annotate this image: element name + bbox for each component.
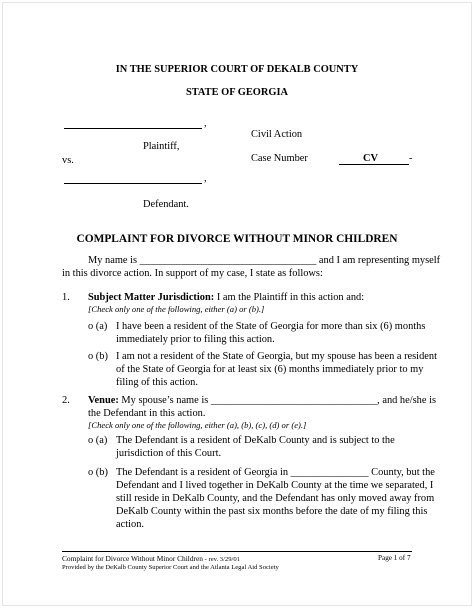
footer-revision: - rev. 3/29/01	[204, 556, 240, 563]
section-1-instruction: [Check only one of the following, either (a) or (b).]	[88, 304, 265, 314]
section-1-option-b-line-2: of the State of Georgia for at least six (6) months immediately prior to my	[116, 364, 424, 375]
section-2-text: My spouse’s name is	[121, 395, 209, 406]
court-heading: IN THE SUPERIOR COURT OF DEKALB COUNTY	[115, 64, 359, 75]
section-2-option-b-line-5: action.	[116, 519, 144, 530]
section-1-option-a-line-1: I have been a resident of the State of Georgia for more than six (6) months	[116, 321, 426, 332]
section-1-option-a-checkbox[interactable]: o (a)	[88, 321, 108, 332]
footer-title-line	[62, 554, 240, 564]
section-1-text: I am the Plaintiff in this action and:	[216, 292, 365, 303]
footer-provided-by: Provided by the DeKalb County Superior Court and the Atlanta Legal Aid Society	[62, 564, 279, 571]
section-2-option-a-line-2: jurisdiction of this Court.	[116, 448, 222, 459]
spouse-name-blank: ________________________________	[210, 395, 378, 406]
footer-page-number: Page 1 of 7	[378, 554, 411, 562]
intro-line-1	[88, 254, 440, 267]
section-2-line-2: the Defendant in this action.	[88, 408, 206, 419]
intro-representing-text: and I am representing myself	[318, 255, 441, 266]
caption-comma-2: ,	[204, 173, 207, 184]
section-1-option-b-line-3: filing of this action.	[116, 377, 198, 388]
section-1-number: 1.	[62, 292, 70, 303]
case-number-dash: -	[409, 153, 413, 164]
defendant-name-line	[64, 183, 202, 184]
case-number-value: CV	[363, 153, 379, 164]
caption-comma-1: ,	[204, 118, 207, 129]
section-2-text-end: , and he/she is	[377, 395, 437, 406]
section-1-heading: Subject Matter Jurisdiction:	[88, 292, 215, 303]
section-2-option-a-line-1: The Defendant is a resident of DeKalb County and is subject to the	[116, 435, 395, 446]
state-heading: STATE OF GEORGIA	[186, 87, 288, 98]
section-1-option-a-line-2: immediately prior to filing this action.	[116, 334, 275, 345]
section-2-option-b-line-3: still reside in DeKalb County, and the Defendant has only moved away from	[116, 493, 435, 504]
civil-action-label: Civil Action	[251, 129, 303, 140]
plaintiff-name-line	[64, 128, 202, 129]
footer-title: Complaint for Divorce Without Minor Children	[62, 554, 203, 563]
document-title: COMPLAINT FOR DIVORCE WITHOUT MINOR CHILDREN	[76, 233, 398, 245]
plaintiff-label: Plaintiff,	[143, 141, 180, 152]
footer-divider	[62, 551, 412, 552]
section-2-instruction: [Check only one of the following, either (a), (b), (c), (d) or (e).]	[88, 420, 307, 430]
section-2-option-b-checkbox[interactable]: o (b)	[88, 467, 108, 478]
intro-line-2: in this divorce action. In support of my case, I state as follows:	[62, 268, 323, 279]
section-1-option-b-line-1: I am not a resident of the State of Georgia, but my spouse has been a resident	[116, 351, 437, 362]
section-2-option-b-line-4: DeKalb County within the past six months before the date of my filing this	[116, 506, 428, 517]
case-number-label: Case Number	[251, 153, 308, 164]
defendant-label: Defendant.	[143, 199, 189, 210]
versus-label: vs.	[62, 155, 74, 166]
section-2-heading-line	[88, 394, 436, 407]
plaintiff-name-blank: __________________________________	[139, 255, 317, 266]
section-2-option-b-line-1: The Defendant is a resident of Georgia in _______________ County, but the	[116, 467, 435, 478]
section-2-option-a-checkbox[interactable]: o (a)	[88, 435, 108, 446]
section-1-heading-line	[88, 291, 364, 304]
section-2-heading: Venue:	[88, 395, 119, 406]
intro-name-label: My name is	[88, 255, 138, 266]
section-1-option-b-checkbox[interactable]: o (b)	[88, 351, 108, 362]
section-2-number: 2.	[62, 395, 70, 406]
section-2-option-b-line-2: Defendant and I lived together in DeKalb County at the time we separated, I	[116, 480, 434, 491]
